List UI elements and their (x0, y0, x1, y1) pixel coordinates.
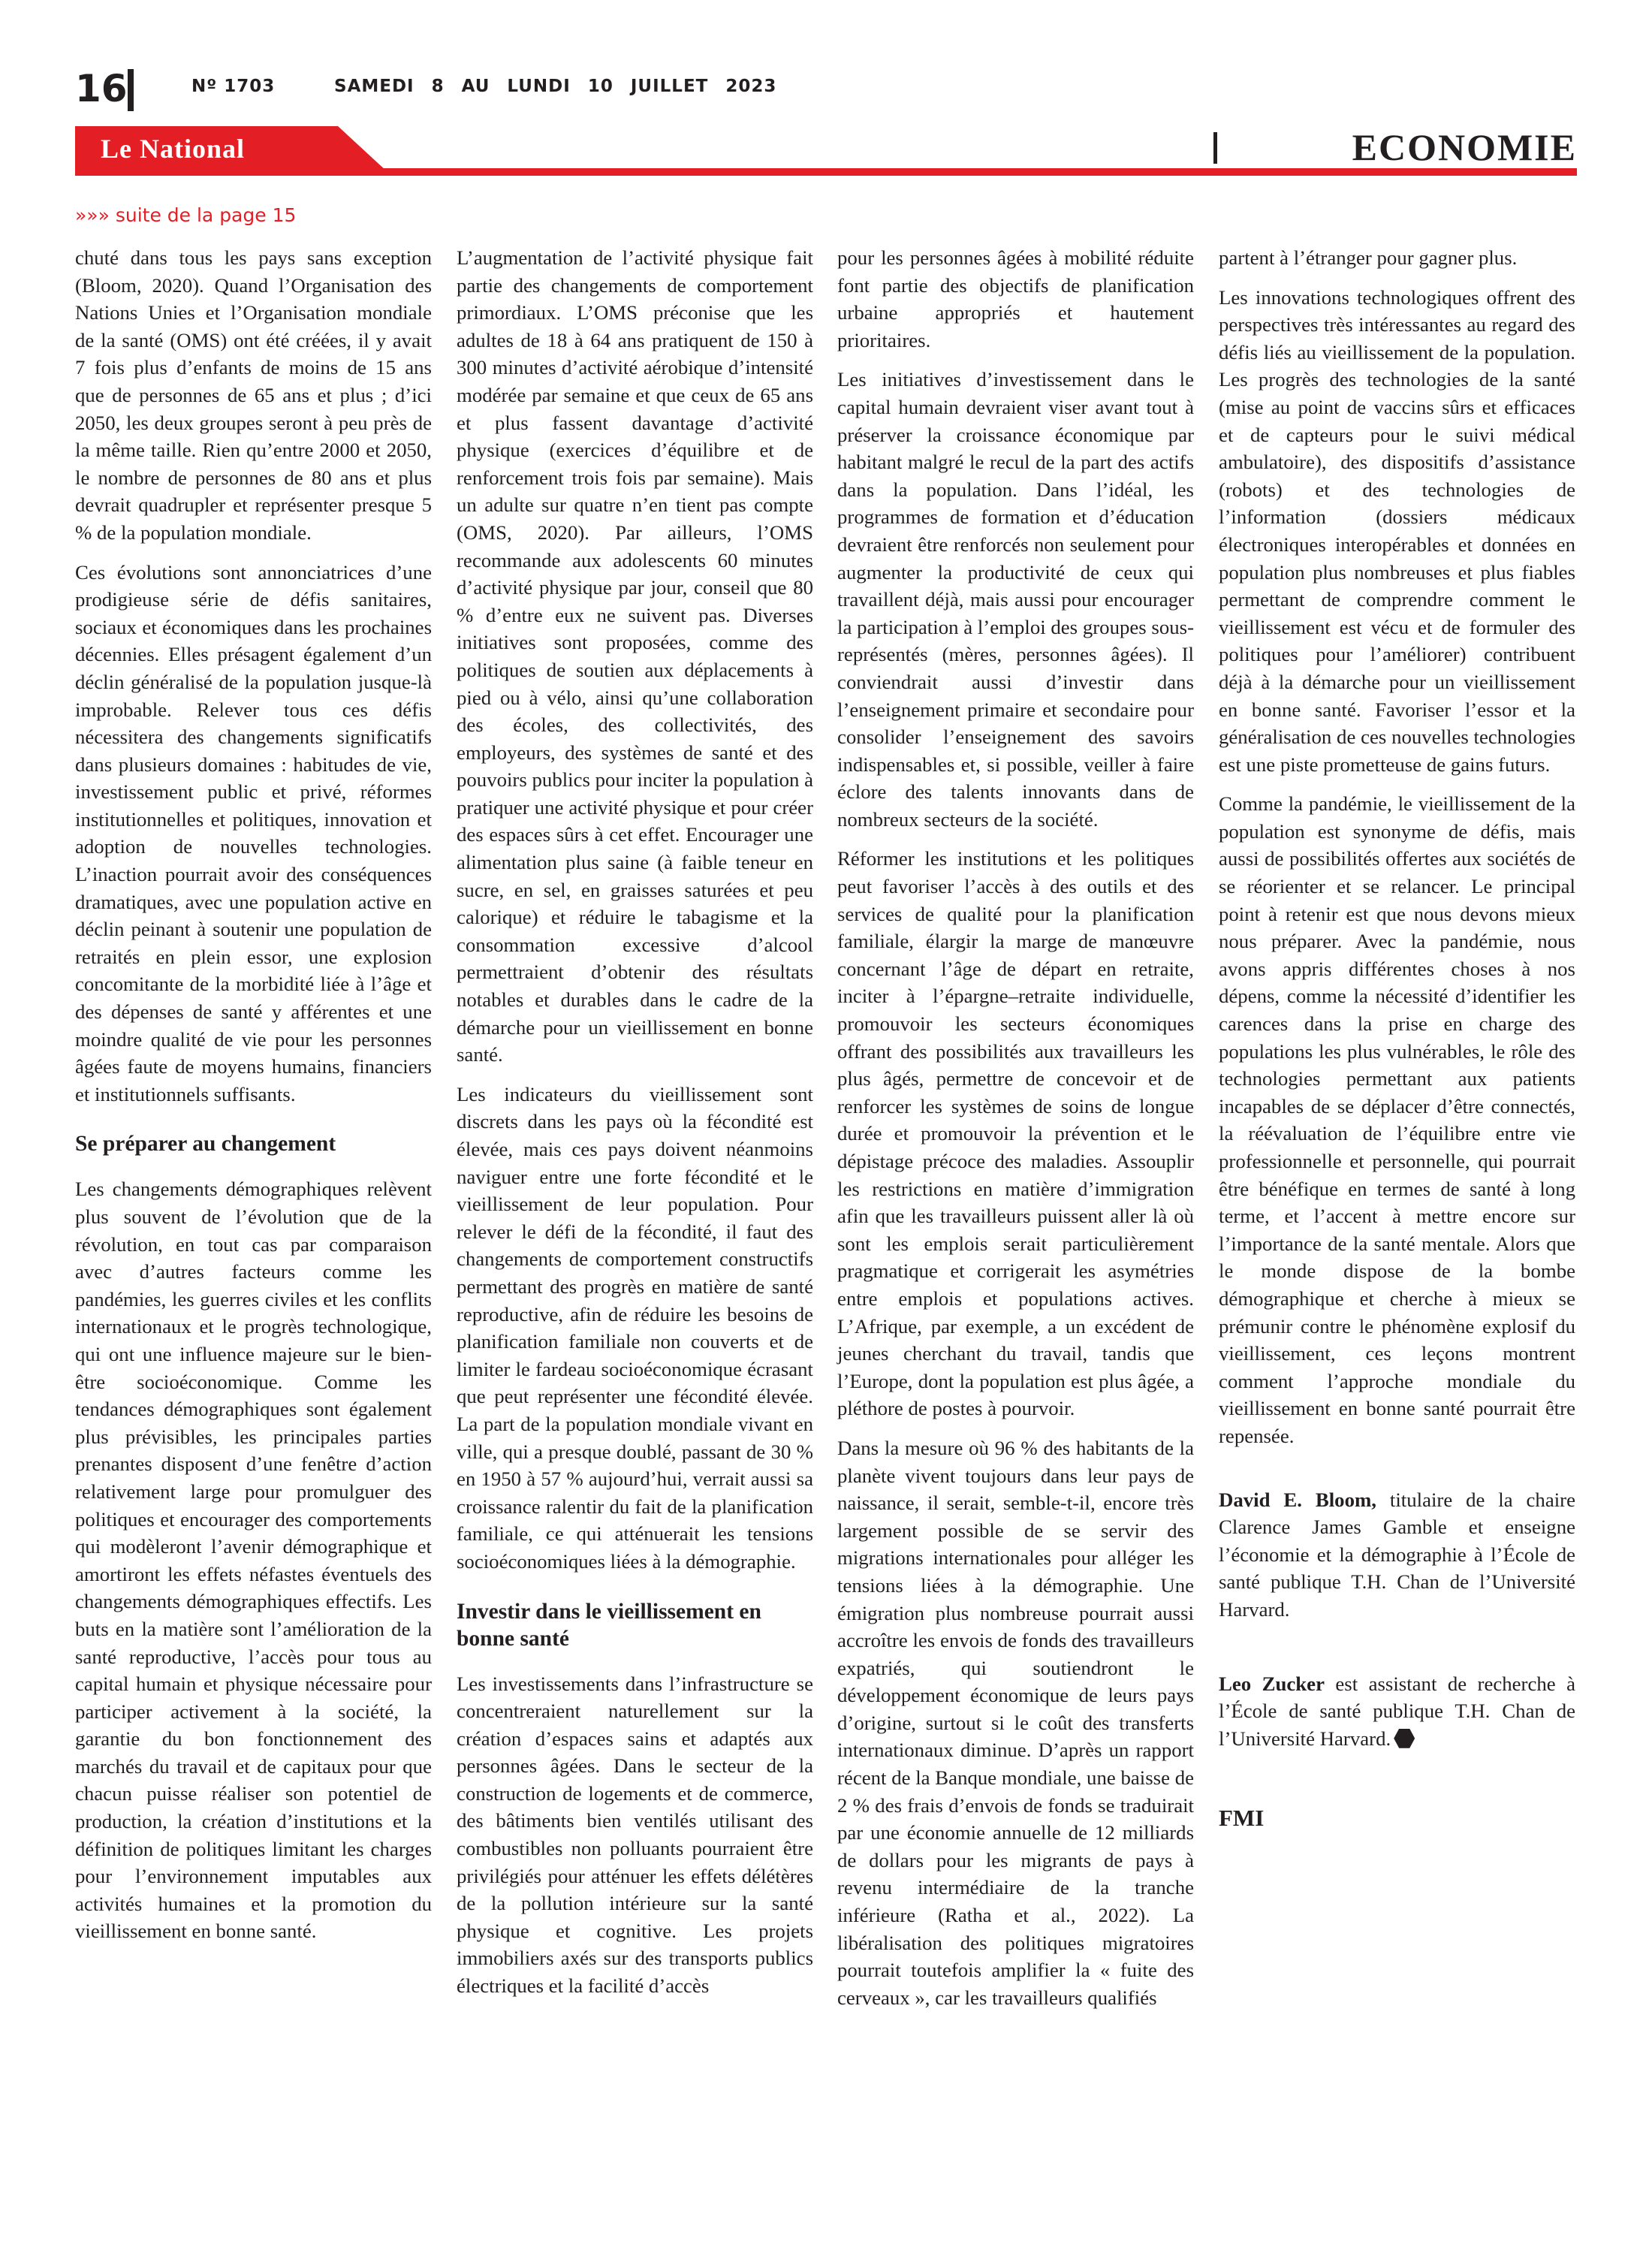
author-name: David E. Bloom, (1219, 1488, 1376, 1511)
section-band (75, 126, 1577, 176)
page-number-divider (128, 69, 134, 111)
subheading: Se préparer au changement (75, 1132, 336, 1157)
masthead (75, 66, 1577, 119)
author-description: titulaire de la chaire Clarence James Gamble et enseigne l’économie et la démographie à l’École de santé publique T.H. Chan de l’Université Harvard. (1219, 1488, 1575, 1621)
continuation-note: »»» suite de la page 15 (75, 204, 297, 226)
article-source: FMI (1219, 1805, 1265, 1832)
paragraph: Les changements démographiques relèvent plus souvent de l’évolution que de la révolution, en tout cas par comparaison avec d’autres facteurs comme les pandémies, les guerres civiles et les conflits internationaux et le progrès technologique, qui ont une influence majeure sur le bien-être socioéconomique. Comme les tendances démographiques sont également plus prévisibles, les principales parties prenantes disposent d’une fenêtre d’action relativement large pour promulguer des politiques et encourager des comportements qui modèleront l’avenir démographique et amortiront les effets néfastes éventuels des changements démographiques effectifs. Les buts en la matière sont l’amélioration de la santé reproductive, l’accès pour tous au capital humain et physique nécessaire pour participer activement à la société, la garantie du bon fonctionnement des marchés du travail et de capitaux pour que chacun puisse réaliser son potentiel de production, la création d’institutions et la définition de politiques limitant les charges pour l’environnement imputables aux activités humaines et la promotion du vieillissement en bonne santé. (75, 1178, 432, 1943)
section-divider (1213, 132, 1217, 164)
newspaper-logo: Le National (101, 134, 246, 164)
article-column-4 (1219, 244, 1575, 1844)
paragraph: Dans la mesure où 96 % des habitants de la planète vivent toujours dans leur pays de naissance, il serait, semble-t-il, encore très largement possible de se servir des migrations internationales pour alléger les tensions liées à la démographie. Une émigration plus nombreuse pourrait aussi accroître les envois de fonds des travailleurs expatriés, qui soutiendront le développement économique de leurs pays d’origine, surtout si le coût des transferts internationaux diminue. D’après un rapport récent de la Banque mondiale, une baisse de 2 % des frais d’envois de fonds se traduirait par une économie annuelle de 12 milliards de dollars pour les migrants de pays à revenu intermédiaire de la tranche inférieure (Ratha et al., 2022). La libéralisation des politiques migratoires pourrait toutefois amplifier la « fuite des cerveaux », car les travailleurs qualifiés (837, 1436, 1194, 2009)
paragraph: Les investissements dans l’infrastructure se concentreraient naturellement sur la création d’espaces sains et adaptés aux personnes âgées. Dans le secteur de la construction de logements et de commerce, des bâtiments bien ventilés utilisant des combustibles non polluants pourraient être privilégiés pour atténuer les effets délétères de la pollution intérieure sur la santé physique et cognitive. Les projets immobiliers axés sur des transports publics électriques et la facilité d’accès (457, 1672, 813, 1998)
paragraph: Comme la pandémie, le vieillissement de la population est synonyme de défis, mais aussi de possibilités offertes aux sociétés de se réorienter et se relancer. Le principal point à retenir est que nous devons mieux nous préparer. Avec la pandémie, nous avons appris différentes choses à nos dépens, comme la nécessité d’identifier les carences dans la prise en charge des populations les plus vulnérables, le rôle des technologies permettant aux patients incapables de se déplacer d’être connectés, la réévaluation de l’équilibre entre vie professionnelle et personnelle, qui pourrait être bénéfique en termes de santé à long terme, et l’accent à mettre encore sur l’importance de la santé mentale. Alors que le monde dispose de la bombe démographique et cherche à mieux se prémunir contre le phénomène explosif du vieillissement, ces leçons montrent comment l’approche mondiale du vieillissement en bonne santé pourrait être repensée. (1219, 792, 1575, 1447)
paragraph: Réformer les institutions et les politiques peut favoriser l’accès à des outils et des services de qualité pour la planification familiale, élargir la marge de manœuvre concernant l’âge de départ en retraite, inciter à l’épargne–retraite individuelle, promouvoir les secteurs économiques offrant des possibilités aux travailleurs les plus âgés, permettre de concevoir et de renforcer les systèmes de soins de longue durée et promouvoir la prévention et le dépistage précoce des maladies. Assouplir les restrictions en matière d’immigration afin que les travailleurs puissent aller là où sont les emplois serait particulièrement pragmatique et corrigerait les asymétries entre emplois et populations actives. L’Afrique, par exemple, a un excédent de jeunes cherchant du travail, tandis que l’Europe, dont la population est plus âgée, a pléthore de postes à pourvoir. (837, 847, 1194, 1420)
author-name: Leo Zucker (1219, 1672, 1325, 1695)
author-description: est assistant de recherche à l’École de santé publique T.H. Chan de l’Université Harvard. (1219, 1672, 1575, 1750)
paragraph: Les initiatives d’investissement dans le capital humain devraient viser avant tout à préserver la croissance économique par habitant malgré le recul de la part des actifs dans la population. Dans l’idéal, les programmes de formation et d’éducation devraient être renforcés non seulement pour augmenter la productivité de ceux qui travaillent déjà, mais aussi pour encourager la participation à l’emploi des groupes sous-représentés (mères, personnes âgées). Il conviendrait aussi d’investir dans l’enseignement primaire et secondaire pour consolider l’enseignement des savoirs indispensables et, si possible, veiller à faire éclore des talents innovants dans de nombreux secteurs de la société. (837, 368, 1194, 831)
author-bio (1219, 1670, 1575, 1753)
issue-date: SAMEDI 8 AU LUNDI 10 JUILLET 2023 (334, 77, 777, 96)
article-column-3 (837, 244, 1194, 2023)
article-column-2 (457, 244, 813, 2012)
paragraph: L’augmentation de l’activité physique fait partie des changements de comportement primordiaux. L’OMS préconise que les adultes de 18 à 64 ans pratiquent de 150 à 300 minutes d’activité aérobique d’intensité modérée par semaine et que ceux de 65 ans et plus fassent davantage d’activité physique (exercices d’équilibre et de renforcement trois fois par semaine). Mais un adulte sur quatre n’en tient pas compte (OMS, 2020). Par ailleurs, l’OMS recommande aux adolescents 60 minutes d’activité physique par jour, conseil que 80 % d’entre eux ne suivent pas. Diverses initiatives sont proposées, comme des politiques de soutien aux déplacements à pied ou à vélo, ainsi qu’une collaboration des écoles, des collectivités, des employeurs, des systèmes de santé et des pouvoirs publics pour inciter la population à pratiquer une activité physique et pour créer des espaces sûrs à cet effet. Encourager une alimentation plus saine (à faible teneur en sucre, en sel, en graisses saturées et peu calorique) et réduire le tabagisme et la consommation excessive d’alcool permettraient d’obtenir des résultats notables et durables dans le cadre de la démarche pour un vieillissement en bonne santé. (457, 246, 813, 1066)
paragraph: pour les personnes âgées à mobilité réduite font partie des objectifs de planification urbaine appropriés et hautement prioritaires. (837, 246, 1194, 351)
page-number: 16 (75, 67, 128, 110)
header-rule (75, 168, 1577, 176)
paragraph: Ces évolutions sont annonciatrices d’une prodigieuse série de défis sanitaires, sociaux et économiques dans les prochaines décennies. Elles présagent également d’un déclin généralisé de la population jusque-là improbable. Relever tous ces défis nécessitera des changements significatifs dans plusieurs domaines : habitudes de vie, investissement public et privé, réformes institutionnelles et politiques, innovation et adoption de nouvelles technologies. L’inaction pourrait avoir des conséquences dramatiques, avec une population active en déclin peinant à soutenir une population de retraités en plein essor, une explosion concomitante de la morbidité liée à l’âge et des dépenses de santé y afférentes et une moindre qualité de vie pour les personnes âgées faute de moyens humains, financiers et institutionnels suffisants. (75, 560, 432, 1105)
issue-number: Nº 1703 (191, 77, 276, 96)
section-title: ECONOMIE (1352, 126, 1577, 168)
article-column-1 (75, 244, 432, 1957)
paragraph: chuté dans tous les pays sans exception (Bloom, 2020). Quand l’Organisation des Nations Unies et l’Organisation mondiale de la santé (OMS) ont été créées, il y avait 7 fois plus d’enfants de moins de 15 ans que de personnes de 65 ans et plus ; d’ici 2050, les deux groupes seront à peu près de la même taille. Rien qu’entre 2000 et 2050, le nombre de personnes de 80 ans et plus devrait quadrupler et représenter presque 5 % de la population mondiale. (75, 246, 432, 544)
paragraph: partent à l’étranger pour gagner plus. (1219, 246, 1518, 269)
author-bio (1219, 1486, 1575, 1624)
paragraph: Les indicateurs du vieillissement sont discrets dans les pays où la fécondité est élevée, mais ces pays doivent néanmoins naviguer entre une forte fécondité et le vieillissement de leur population. Pour relever le défi de la fécondité, il faut des changements de comportement constructifs permettant des progrès en matière de santé reproductive, afin de réduire les besoins de planification familiale non couverts et de limiter le fardeau socioéconomique écrasant que peut représenter une fécondité élevée. La part de la population mondiale vivant en ville, qui a presque doublé, passant de 30 % en 1950 à 57 % aujourd’hui, verrait aussi sa croissance ralentir du fait de la planification familiale, ce qui atténuerait les tensions socioéconomiques liées à la démographie. (457, 1082, 813, 1573)
subheading: Investir dans le vieillissement en bonne santé (457, 1599, 761, 1651)
paragraph: Les innovations technologiques offrent des perspectives très intéressantes au regard des défis liés au vieillissement de la population. Les progrès des technologies de la santé (mise au point de vaccins sûrs et efficaces et de capteurs pour le suivi médical ambulatoire), des dispositifs d’assistance (robots) et des technologies de l’information (dossiers médicaux électroniques interopérables et données en population plus nombreuses et plus fiables permettant de comprendre comment le vieillissement est vécu et de formuler des politiques pour l’améliorer) contribuent déjà à la démarche pour un vieillissement en bonne santé. Favoriser l’essor et la généralisation de ces nouvelles technologies est une piste prometteuse de gains futurs. (1219, 285, 1575, 776)
end-of-article-icon (1394, 1729, 1415, 1748)
